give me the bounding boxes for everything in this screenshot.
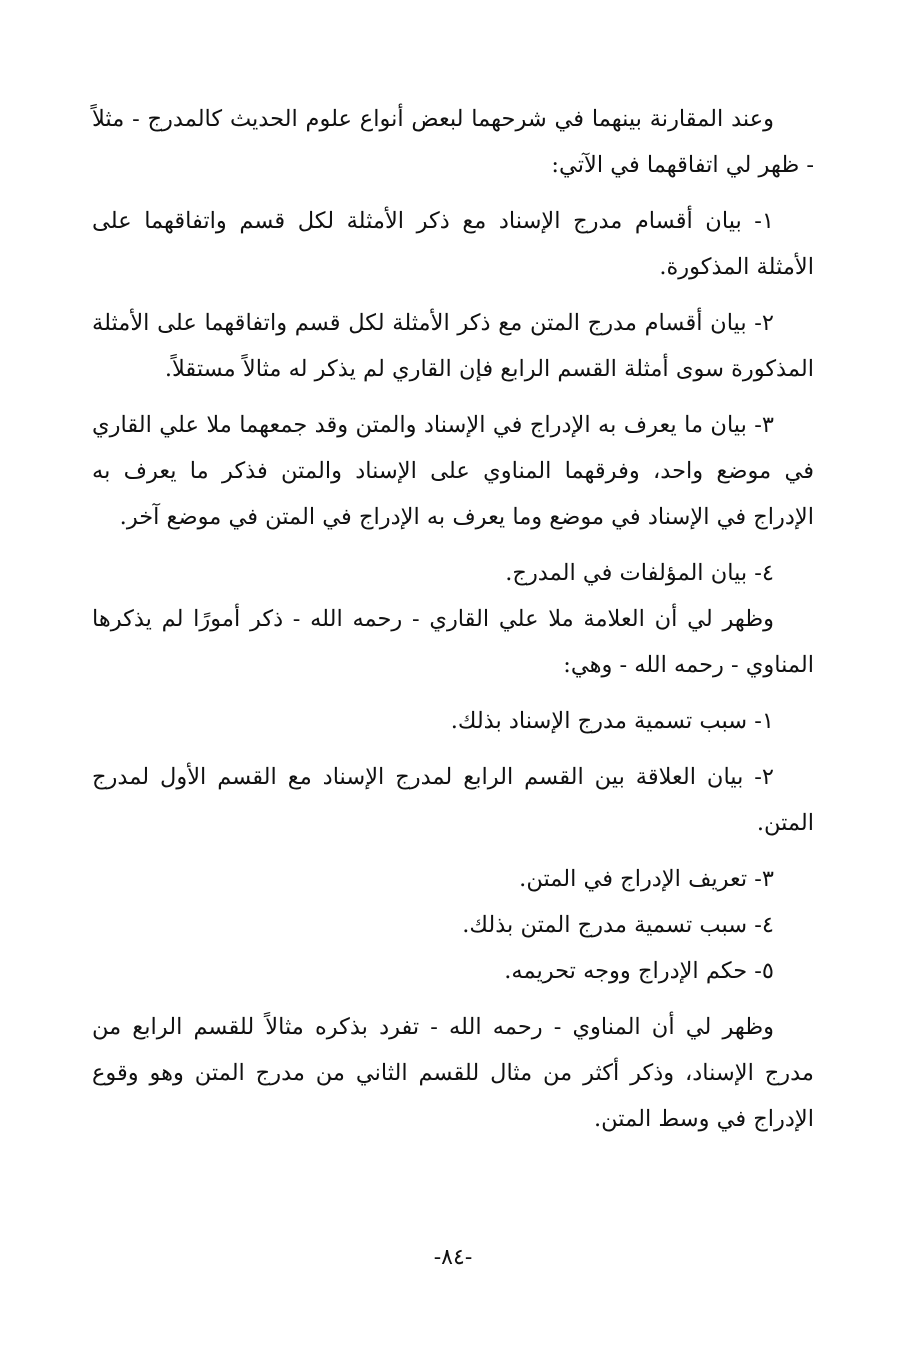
agreement-item-1: ١- بيان أقسام مدرج الإسناد مع ذكر الأمثلة لكل قسم واتفاقهما على الأمثلة المذكورة. bbox=[92, 208, 814, 280]
page-body bbox=[92, 96, 814, 1142]
mulla-ali-item-2: ٢- بيان العلاقة بين القسم الرابع لمدرج الإسناد مع القسم الأول لمدرج المتن. bbox=[92, 764, 814, 836]
mulla-ali-item-4: ٤- سبب تسمية مدرج المتن بذلك. bbox=[462, 912, 774, 938]
mulla-ali-item-1: ١- سبب تسمية مدرج الإسناد بذلك. bbox=[450, 708, 774, 734]
mulla-ali-intro-paragraph: وظهر لي أن العلامة ملا علي القاري - رحمه الله - ذكر أمورًا لم يذكرها المناوي - رحمه الله - وهي: bbox=[92, 606, 814, 678]
page-number: -٨٤- bbox=[433, 1245, 473, 1270]
munawi-paragraph: وظهر لي أن المناوي - رحمه الله - تفرد بذكره مثالاً للقسم الرابع من مدرج الإسناد، وذكر أكثر من مثال للقسم الثاني من مدرج المتن وهو وقوع الإدراج في وسط المتن. bbox=[92, 1014, 814, 1132]
mulla-ali-item-3: ٣- تعريف الإدراج في المتن. bbox=[519, 866, 774, 892]
agreement-item-3: ٣- بيان ما يعرف به الإدراج في الإسناد والمتن وقد جمعهما ملا علي القاري في موضع واحد، وفرقهما المناوي على الإسناد والمتن فذكر ما يعرف به الإدراج في الإسناد في موضع وما يعرف به الإدراج في المتن في موضع آخر. bbox=[92, 412, 814, 530]
agreement-item-4: ٤- بيان المؤلفات في المدرج. bbox=[505, 560, 774, 586]
mulla-ali-item-5: ٥- حكم الإدراج ووجه تحريمه. bbox=[504, 958, 774, 984]
intro-paragraph: وعند المقارنة بينهما في شرحهما لبعض أنواع علوم الحديث كالمدرج - مثلاً - ظهر لي اتفاقهما في الآتي: bbox=[92, 106, 814, 178]
agreement-item-2: ٢- بيان أقسام مدرج المتن مع ذكر الأمثلة لكل قسم واتفاقهما على الأمثلة المذكورة سوى أمثلة القسم الرابع فإن القاري لم يذكر له مثالاً مستقلاً. bbox=[92, 310, 814, 382]
